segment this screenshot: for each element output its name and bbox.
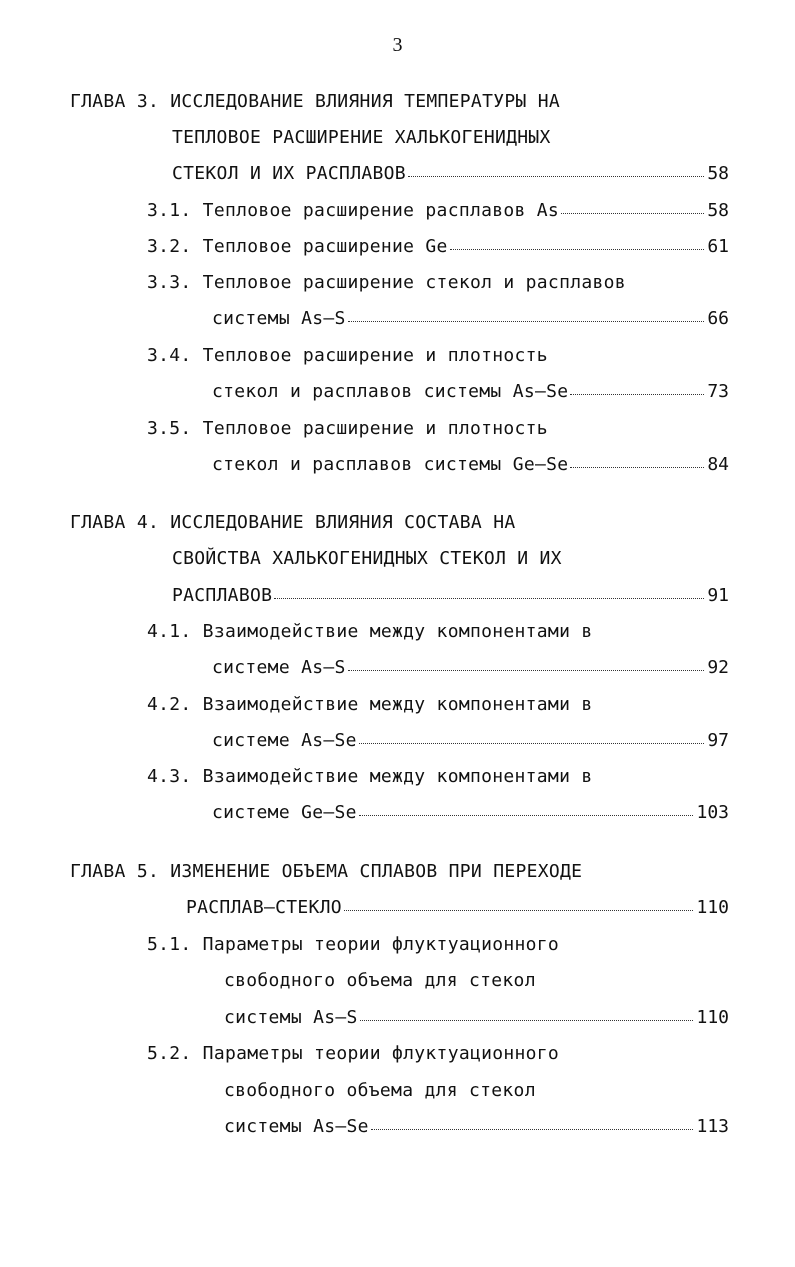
toc-page-number: 103 [696, 802, 729, 823]
toc-entry [212, 800, 729, 826]
toc-entry [224, 1005, 729, 1031]
toc-entry-text: стекол и расплавов системы Ge–Se [212, 454, 569, 475]
toc-entry [224, 1114, 729, 1140]
toc-entry [224, 1078, 536, 1104]
toc-entry [147, 619, 592, 645]
toc-page-number: 58 [707, 200, 729, 221]
toc-entry-text: стекол и расплавов системы As—Se [212, 381, 569, 402]
toc-entry-text: 5.1. Параметры теории флуктуационного [147, 934, 560, 955]
toc-entry-text: системы As—S [224, 1007, 358, 1028]
toc-entry-text: свободного объема для стекол [224, 970, 536, 991]
page-number: 3 [392, 34, 403, 56]
toc-entry [212, 452, 729, 478]
toc-entry-text: СВОЙСТВА ХАЛЬКОГЕНИДНЫХ СТЕКОЛ И ИХ [172, 548, 562, 569]
toc-page-number: 110 [696, 1007, 729, 1028]
toc-entry [212, 728, 729, 754]
dot-leader [570, 394, 704, 395]
toc-entry [172, 583, 729, 609]
dot-leader [348, 321, 705, 322]
dot-leader [360, 1020, 694, 1021]
toc-entry-text: 3.5. Тепловое расширение и плотность [147, 418, 548, 439]
toc-entry [212, 306, 729, 332]
toc-entry [147, 764, 592, 790]
toc-page-number: 91 [707, 585, 729, 606]
dot-leader [274, 598, 704, 599]
toc-entry [147, 343, 548, 369]
dot-leader [371, 1129, 694, 1130]
toc-entry-text: 3.3. Тепловое расширение стекол и расплавов [147, 272, 626, 293]
dot-leader [359, 815, 694, 816]
toc-entry [147, 198, 729, 224]
dot-leader [450, 249, 705, 250]
toc-entry [147, 932, 559, 958]
toc-page-number: 97 [707, 730, 729, 751]
toc-entry [147, 270, 626, 296]
toc-entry-text: системе As–S [212, 657, 346, 678]
toc-entry-text: ГЛАВА 3. ИССЛЕДОВАНИЕ ВЛИЯНИЯ ТЕМПЕРАТУРЫ НА [70, 91, 561, 112]
toc-entry-text: ГЛАВА 5. ИЗМЕНЕНИЕ ОБЪЕМА СПЛАВОВ ПРИ ПЕРЕХОДЕ [70, 861, 583, 882]
toc-entry-text: 3.4. Тепловое расширение и плотность [147, 345, 548, 366]
dot-leader [348, 670, 705, 671]
toc-chapter-heading-cont [172, 546, 562, 572]
toc-page-number: 73 [707, 381, 729, 402]
dot-leader [359, 743, 705, 744]
toc-entry-text: РАСПЛАВ—СТЕКЛО [186, 897, 342, 918]
toc-entry-text: системы As–S [212, 308, 346, 329]
toc-entry-text: системе As–Se [212, 730, 357, 751]
toc-entry-text: СТЕКОЛ И ИХ РАСПЛАВОВ [172, 163, 406, 184]
toc-entry-text: РАСПЛАВОВ [172, 585, 273, 606]
toc-entry-text: системы As—Se [224, 1116, 369, 1137]
toc-entry [224, 968, 536, 994]
toc-entry [186, 895, 729, 921]
dot-leader [570, 467, 704, 468]
toc-entry-text: 4.2. Взаимодействие между компонентами в [147, 694, 593, 715]
toc-entry [147, 234, 729, 260]
toc-entry-text: 3.2. Тепловое расширение Ge [147, 236, 448, 257]
toc-entry-text: ГЛАВА 4. ИССЛЕДОВАНИЕ ВЛИЯНИЯ СОСТАВА НА [70, 512, 516, 533]
toc-chapter-heading [70, 510, 515, 536]
dot-leader [408, 176, 704, 177]
toc-chapter-heading [70, 89, 560, 115]
toc-entry-text: 3.1. Тепловое расширение расплавов As [147, 200, 560, 221]
toc-entry [212, 655, 729, 681]
toc-page-number: 113 [696, 1116, 729, 1137]
toc-entry [147, 1041, 559, 1067]
toc-page-number: 66 [707, 308, 729, 329]
dot-leader [561, 213, 704, 214]
toc-entry-text: свободного объема для стекол [224, 1080, 536, 1101]
dot-leader [344, 910, 694, 911]
toc-page-number: 84 [707, 454, 729, 475]
toc-entry [212, 379, 729, 405]
toc-entry-text: 4.3. Взаимодействие между компонентами в [147, 766, 593, 787]
toc-entry [172, 161, 729, 187]
toc-entry-text: 4.1. Взаимодействие между компонентами в [147, 621, 593, 642]
toc-chapter-heading [70, 859, 582, 885]
toc-entry-text: 5.2. Параметры теории флуктуационного [147, 1043, 560, 1064]
toc-page-number: 61 [707, 236, 729, 257]
toc-page-number: 58 [707, 163, 729, 184]
toc-entry [147, 416, 548, 442]
toc-page-number: 92 [707, 657, 729, 678]
toc-entry [147, 692, 592, 718]
toc-entry-text: ТЕПЛОВОЕ РАСШИРЕНИЕ ХАЛЬКОГЕНИДНЫХ [172, 127, 551, 148]
toc-entry-text: системе Ge—Se [212, 802, 357, 823]
toc-chapter-heading-cont [172, 125, 551, 151]
toc-page-number: 110 [696, 897, 729, 918]
